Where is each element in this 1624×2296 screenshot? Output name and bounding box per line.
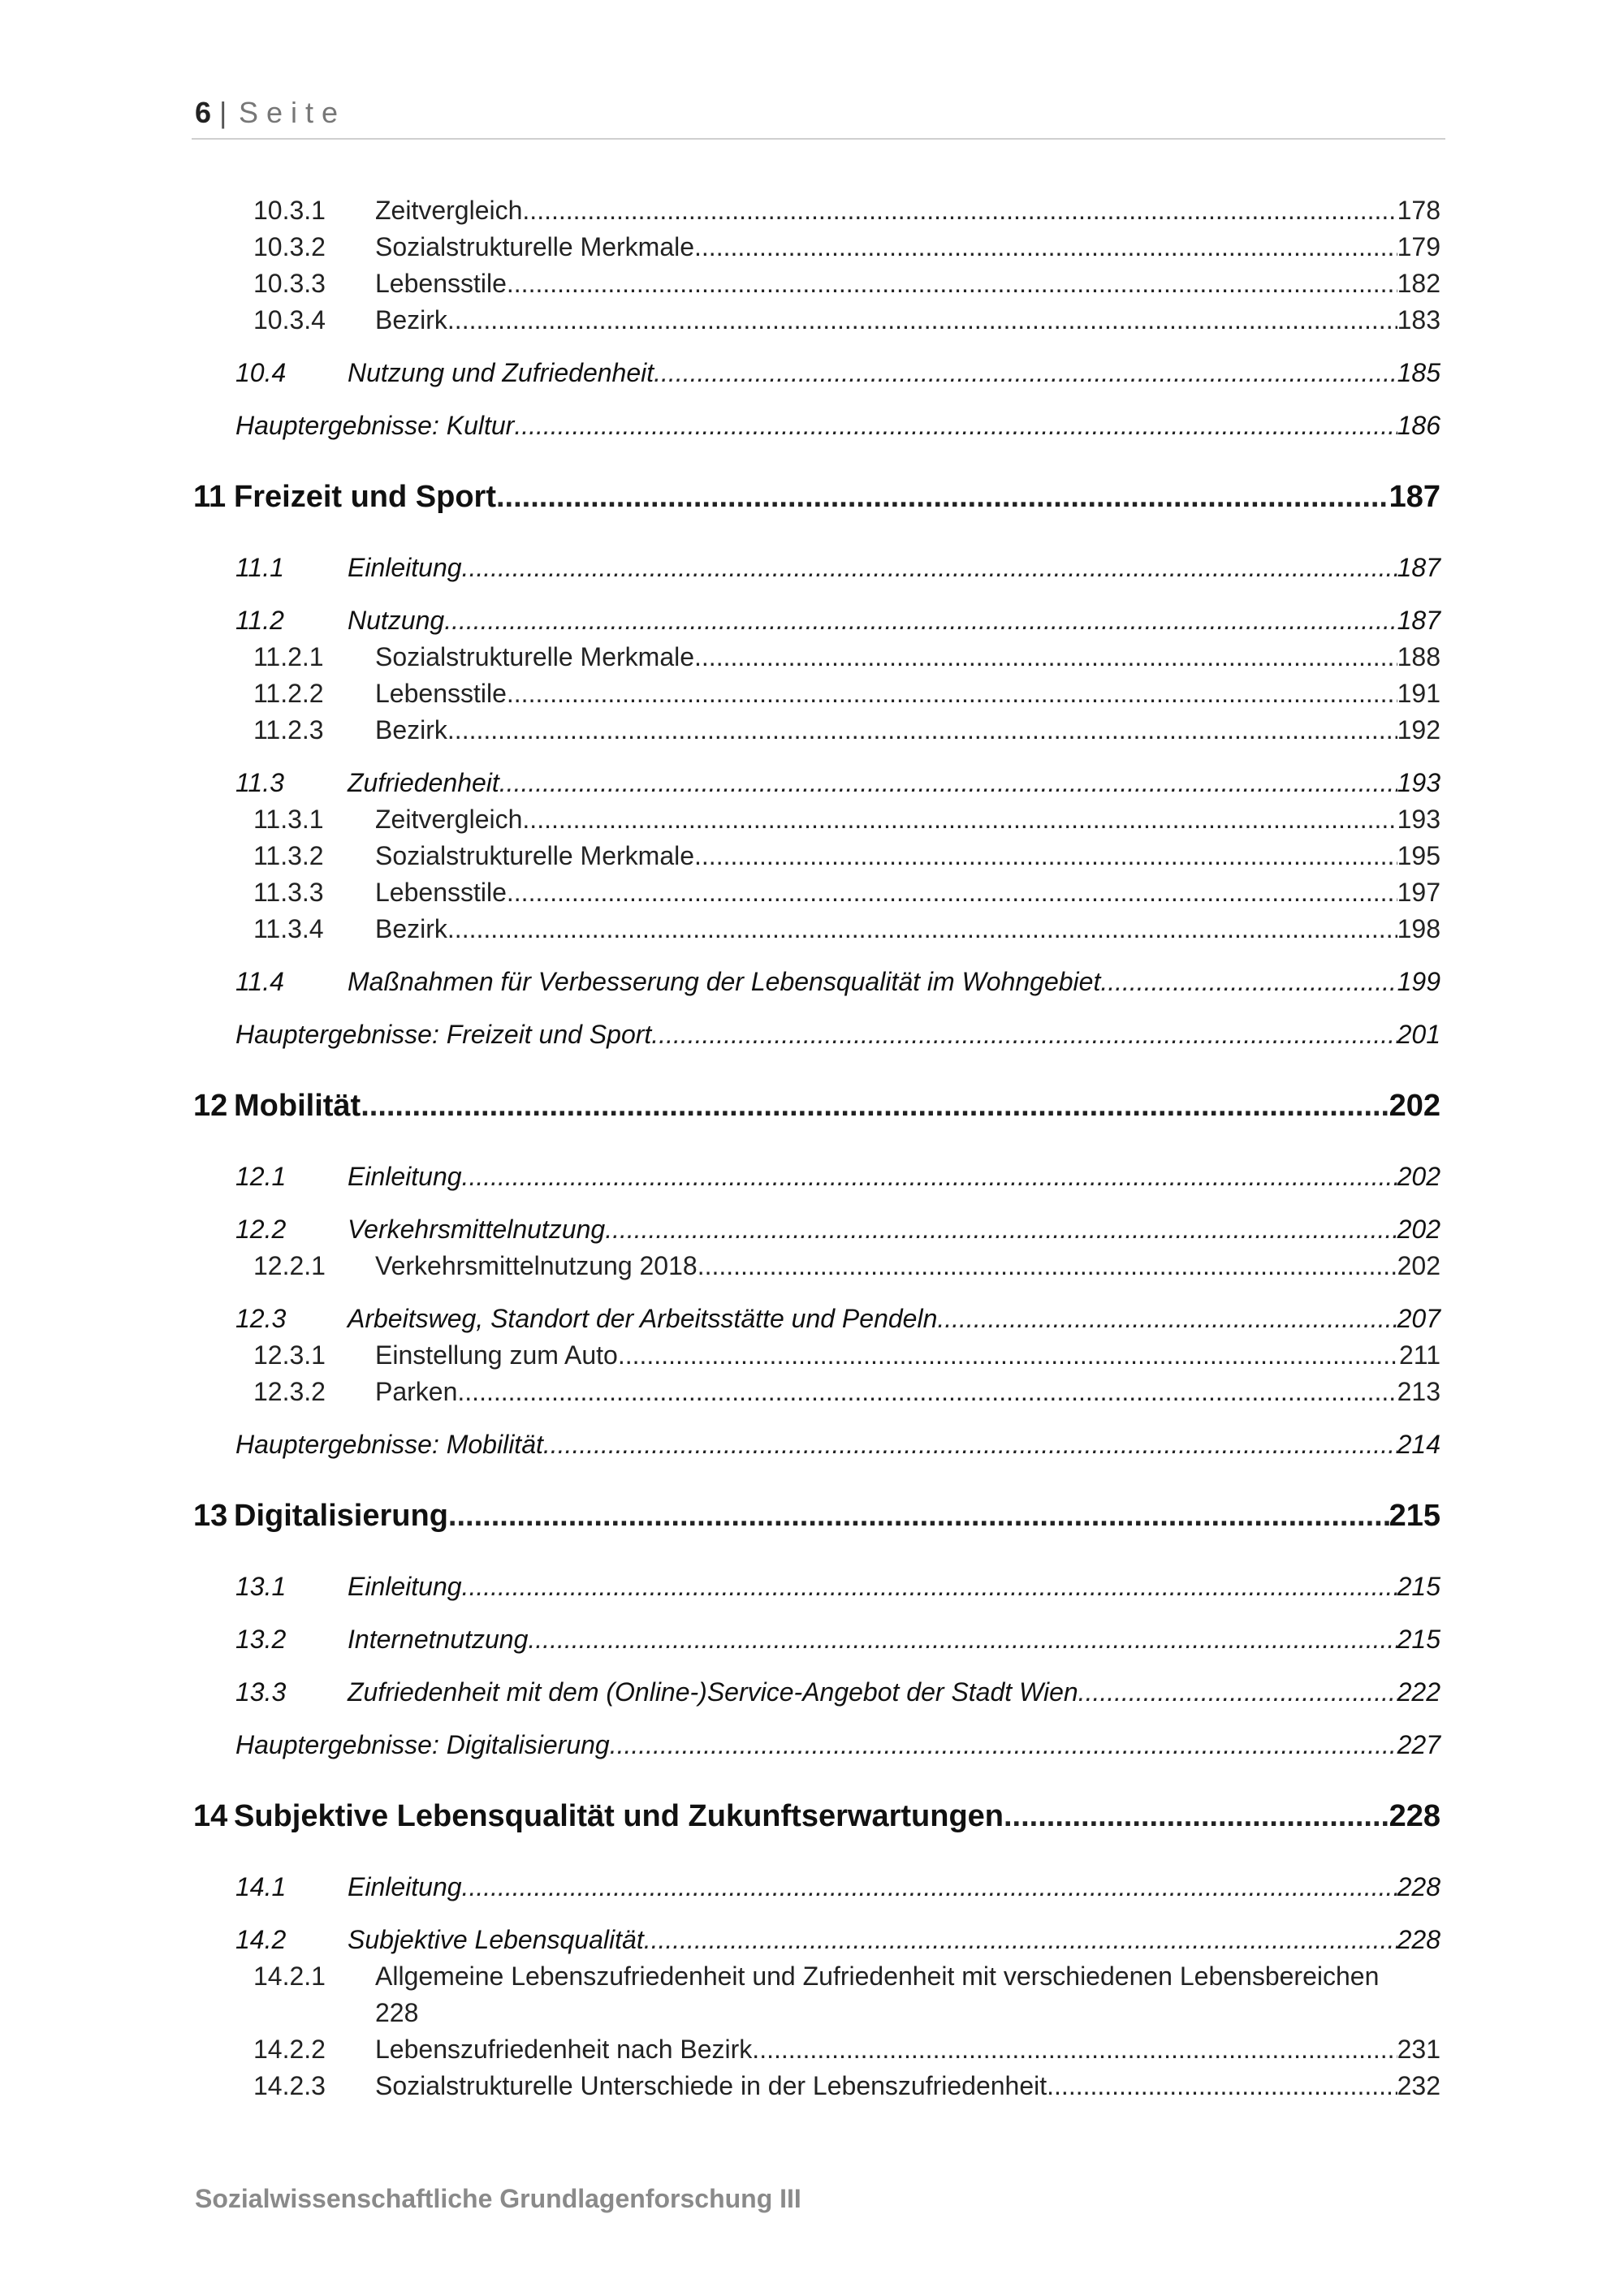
- toc-entry[interactable]: [253, 874, 1440, 910]
- toc-entry-number: 14: [193, 1799, 228, 1833]
- toc-entry-page: 231: [1397, 2035, 1440, 2064]
- toc-leader: [694, 229, 1397, 265]
- toc-entry-title: Hauptergebnisse: Freizeit und Sport: [235, 1020, 652, 1049]
- toc-entry[interactable]: [253, 911, 1440, 947]
- toc-leader: [694, 838, 1397, 874]
- toc-entry-page: 201: [1397, 1020, 1440, 1049]
- toc-entry-title: Lebensstile: [375, 269, 507, 298]
- toc-entry[interactable]: [253, 1337, 1440, 1373]
- toc-leader: [1004, 1795, 1389, 1837]
- toc-entry[interactable]: [253, 229, 1440, 265]
- toc-entry-title: Sozialstrukturelle Merkmale: [375, 232, 695, 261]
- toc-leader: [496, 476, 1389, 518]
- toc-chapter[interactable]: [193, 1085, 1440, 1127]
- toc-entry[interactable]: [253, 1248, 1440, 1284]
- toc-entry-title: Bezirk: [375, 715, 447, 744]
- toc-entry[interactable]: [235, 1159, 1440, 1194]
- toc-entry-page: 227: [1397, 1730, 1440, 1759]
- toc-entry-page: 215: [1397, 1625, 1440, 1654]
- toc-entry-title: Bezirk: [375, 305, 447, 334]
- toc-leader: [462, 1159, 1397, 1194]
- toc-entry-number: 11.2.1: [253, 642, 324, 671]
- toc-entry-title: Arbeitsweg, Standort der Arbeitsstätte und Pendeln: [348, 1304, 938, 1333]
- toc-entry[interactable]: [253, 675, 1440, 711]
- toc-entry[interactable]: [253, 1374, 1440, 1409]
- page-footer: Sozialwissenschaftliche Grundlagenforschung III: [195, 2184, 801, 2213]
- toc-leader: [752, 2031, 1397, 2067]
- toc-leader: [447, 911, 1397, 947]
- toc-entry-page: 222: [1397, 1677, 1440, 1707]
- toc-entry[interactable]: [235, 1211, 1440, 1247]
- toc-entry-title: Allgemeine Lebenszufriedenheit und Zufriedenheit mit verschiedenen Lebensbereichen: [375, 1962, 1380, 1991]
- toc-entry-page: 211: [1398, 1340, 1440, 1370]
- toc-entry-title: Hauptergebnisse: Kultur: [235, 411, 515, 440]
- toc-leader: [937, 1301, 1397, 1336]
- toc-leader: [694, 639, 1397, 675]
- toc-entry-title: Einleitung: [348, 1872, 462, 1901]
- toc-entry-title: Hauptergebnisse: Mobilität: [235, 1430, 543, 1459]
- toc-entry[interactable]: [253, 265, 1440, 301]
- toc-leader: [618, 1337, 1399, 1373]
- toc-leader: [651, 1016, 1397, 1052]
- toc-entry-number: 11.3.4: [253, 914, 324, 943]
- toc-entry-page: 185: [1397, 358, 1440, 387]
- toc-entry-title: Subjektive Lebensqualität und Zukunftserwartungen: [234, 1799, 1004, 1833]
- toc-entry-number: 10.3.4: [253, 305, 326, 334]
- toc-entry[interactable]: [235, 765, 1440, 801]
- toc-entry-title: Zeitvergleich: [375, 196, 523, 225]
- toc-entry-title: Internetnutzung: [348, 1625, 529, 1654]
- toc-leader: [522, 192, 1397, 228]
- toc-entry-page: 228: [1397, 1925, 1440, 1954]
- toc-entry-page: 207: [1397, 1304, 1440, 1333]
- toc-entry-number: 14.2: [235, 1925, 287, 1954]
- toc-entry-title: Sozialstrukturelle Merkmale: [375, 841, 695, 870]
- toc-entry-number: 14.2.1: [253, 1962, 326, 1991]
- toc-entry-page: 215: [1389, 1499, 1440, 1533]
- toc-chapter[interactable]: [193, 1495, 1440, 1537]
- toc-entry-number: 11.3.1: [253, 805, 324, 834]
- toc-entry-page: 232: [1397, 2071, 1440, 2100]
- toc-leader: [447, 302, 1397, 338]
- toc-entry-number: 10.3.1: [253, 196, 326, 225]
- toc-leader: [1047, 2068, 1397, 2104]
- toc-leader: [514, 408, 1397, 443]
- toc-entry-title: Subjektive Lebensqualität: [348, 1925, 644, 1954]
- toc-leader: [528, 1621, 1397, 1657]
- toc-entry-title: Sozialstrukturelle Merkmale: [375, 642, 695, 671]
- toc-entry-title: Parken: [375, 1377, 458, 1406]
- toc-leader: [361, 1085, 1389, 1127]
- toc-entry-page: 213: [1397, 1377, 1440, 1406]
- toc-entry-title: Einleitung: [348, 553, 462, 582]
- toc-entry-page: 228: [375, 1998, 419, 2027]
- toc-entry[interactable]: [253, 801, 1440, 837]
- toc-entry-page: 202: [1397, 1251, 1440, 1280]
- toc-entry-number: 11.2.2: [253, 679, 324, 708]
- toc-entry[interactable]: [253, 192, 1440, 228]
- toc-entry-number: 11.4: [235, 967, 284, 996]
- toc-entry-title: Digitalisierung: [234, 1499, 448, 1533]
- toc-entry[interactable]: [235, 1922, 1440, 1957]
- toc-entry-page: 187: [1389, 480, 1440, 514]
- toc-entry-number: 12.2: [235, 1215, 287, 1244]
- page-word: Seite: [239, 96, 347, 129]
- toc-entry-page: 195: [1397, 841, 1440, 870]
- toc-entry-page: 199: [1397, 967, 1440, 996]
- toc-leader: [543, 1426, 1397, 1462]
- toc-entry[interactable]: [235, 1016, 1440, 1052]
- toc-leader: [654, 355, 1397, 391]
- toc-entry-number: 13: [193, 1499, 228, 1533]
- toc-entry-page: 187: [1397, 606, 1440, 635]
- toc-entry-page: 187: [1397, 553, 1440, 582]
- toc-entry-number: 12.1: [235, 1162, 287, 1191]
- toc-entry[interactable]: [235, 1426, 1440, 1462]
- toc-entry-number: 11.3.3: [253, 878, 324, 907]
- toc-entry-title: Verkehrsmittelnutzung: [348, 1215, 606, 1244]
- toc-entry-number: 12.2.1: [253, 1251, 326, 1280]
- toc-entry-number: 14.2.2: [253, 2035, 326, 2064]
- toc-entry[interactable]: [235, 1301, 1440, 1336]
- page-number: 6: [195, 96, 212, 129]
- toc-entry-title: Lebenszufriedenheit nach Bezirk: [375, 2035, 753, 2064]
- toc-entry-title: Einstellung zum Auto: [375, 1340, 618, 1370]
- toc-entry-number: 11.2.3: [253, 715, 324, 744]
- toc-entry-number: 14.1: [235, 1872, 287, 1901]
- toc-leader: [499, 765, 1397, 801]
- toc-entry-title: Einleitung: [348, 1162, 462, 1191]
- toc-leader: [507, 675, 1397, 711]
- toc-leader: [462, 1869, 1397, 1905]
- toc-entry-number: 12.3.2: [253, 1377, 326, 1406]
- toc-leader: [507, 265, 1397, 301]
- toc-entry-title: Sozialstrukturelle Unterschiede in der Lebenszufriedenheit: [375, 2071, 1047, 2100]
- toc-entry-number: 10.3.2: [253, 232, 326, 261]
- toc-entry-page: 188: [1397, 642, 1440, 671]
- toc-entry-page: 182: [1397, 269, 1440, 298]
- toc-entry[interactable]: [253, 838, 1440, 874]
- toc-entry-page: 179: [1397, 232, 1440, 261]
- toc-leader: [644, 1922, 1397, 1957]
- toc-entry-title: Freizeit und Sport: [234, 480, 496, 514]
- toc-entry-page: 198: [1397, 914, 1440, 943]
- toc-entry-number: 11: [193, 480, 227, 514]
- toc-entry-page: 193: [1397, 768, 1440, 797]
- toc-entry-number: 12: [193, 1089, 228, 1123]
- toc-leader: [447, 712, 1397, 748]
- toc-entry-number: 10.3.3: [253, 269, 326, 298]
- toc-entry-title: Mobilität: [234, 1089, 361, 1123]
- toc-entry-title: Lebensstile: [375, 679, 507, 708]
- toc-entry-title: Nutzung und Zufriedenheit: [348, 358, 654, 387]
- toc-entry-page: 228: [1397, 1872, 1440, 1901]
- toc-entry-page: 202: [1397, 1162, 1440, 1191]
- toc-entry-title: Zufriedenheit mit dem (Online-)Service-Angebot der Stadt Wien: [348, 1677, 1078, 1707]
- toc-leader: [522, 801, 1397, 837]
- toc-leader: [1078, 1674, 1397, 1710]
- toc-leader: [448, 1495, 1389, 1537]
- toc-entry[interactable]: [235, 1869, 1440, 1905]
- toc-leader: [610, 1727, 1397, 1763]
- toc-entry-title: Zufriedenheit: [348, 768, 499, 797]
- toc-entry-page: 178: [1397, 196, 1440, 225]
- toc-entry-page: 192: [1397, 715, 1440, 744]
- toc-entry-page: 215: [1397, 1572, 1440, 1601]
- toc-leader: [605, 1211, 1397, 1247]
- toc-entry-number: 13.1: [235, 1572, 287, 1601]
- toc-entry[interactable]: [235, 408, 1440, 443]
- toc-entry-title: Einleitung: [348, 1572, 462, 1601]
- toc-entry[interactable]: [235, 550, 1440, 585]
- toc-entry[interactable]: [235, 1727, 1440, 1763]
- toc-entry[interactable]: [235, 1569, 1440, 1604]
- toc-entry-title: Hauptergebnisse: Digitalisierung: [235, 1730, 610, 1759]
- toc-leader: [457, 1374, 1397, 1409]
- toc-entry-title: Nutzung: [348, 606, 445, 635]
- toc-entry-title: Zeitvergleich: [375, 805, 523, 834]
- header-separator: |: [219, 96, 227, 129]
- toc-entry[interactable]: [235, 964, 1440, 999]
- toc-entry[interactable]: [235, 1621, 1440, 1657]
- toc-entry-number: 11.2: [235, 606, 284, 635]
- toc-entry-title: Maßnahmen für Verbesserung der Lebensqualität im Wohngebiet: [348, 967, 1101, 996]
- toc-entry-title: Verkehrsmittelnutzung 2018: [375, 1251, 698, 1280]
- toc-entry[interactable]: [235, 355, 1440, 391]
- toc-entry-page: 202: [1389, 1089, 1440, 1123]
- toc-entry-title: Lebensstile: [375, 878, 507, 907]
- toc-entry[interactable]: [253, 2068, 1440, 2104]
- toc-entry-number: 13.3: [235, 1677, 287, 1707]
- toc-entry[interactable]: [235, 1674, 1440, 1710]
- toc-entry-number: 14.2.3: [253, 2071, 326, 2100]
- toc-entry-page: 228: [1389, 1799, 1440, 1833]
- toc-entry-title: Bezirk: [375, 914, 447, 943]
- toc-entry-number: 12.3: [235, 1304, 287, 1333]
- toc-leader: [1100, 964, 1397, 999]
- toc-entry-number: 11.1: [235, 553, 284, 582]
- toc-entry-number: 11.3.2: [253, 841, 324, 870]
- toc-entry-number: 13.2: [235, 1625, 287, 1654]
- toc-leader: [462, 1569, 1397, 1604]
- toc-entry-page: 186: [1397, 411, 1440, 440]
- toc-entry[interactable]: [253, 639, 1440, 675]
- toc-entry[interactable]: [253, 2031, 1440, 2067]
- toc-entry[interactable]: [253, 302, 1440, 338]
- toc-entry-page: 191: [1397, 679, 1440, 708]
- toc-leader: [462, 550, 1397, 585]
- toc-entry-number: 11.3: [235, 768, 284, 797]
- toc-entry[interactable]: [235, 602, 1440, 638]
- toc-chapter[interactable]: [193, 476, 1440, 518]
- toc-leader: [698, 1248, 1397, 1284]
- toc-entry-page: 214: [1397, 1430, 1440, 1459]
- toc-entry-page: 197: [1397, 878, 1440, 907]
- toc-entry-number: 12.3.1: [253, 1340, 326, 1370]
- toc-leader: [444, 602, 1397, 638]
- toc-entry-page: 202: [1397, 1215, 1440, 1244]
- toc-entry-number: 10.4: [235, 358, 287, 387]
- toc-leader: [507, 874, 1397, 910]
- toc-entry-page: 193: [1397, 805, 1440, 834]
- toc-entry-page: 183: [1397, 305, 1440, 334]
- toc-entry[interactable]: [253, 712, 1440, 748]
- toc-chapter[interactable]: [193, 1795, 1440, 1837]
